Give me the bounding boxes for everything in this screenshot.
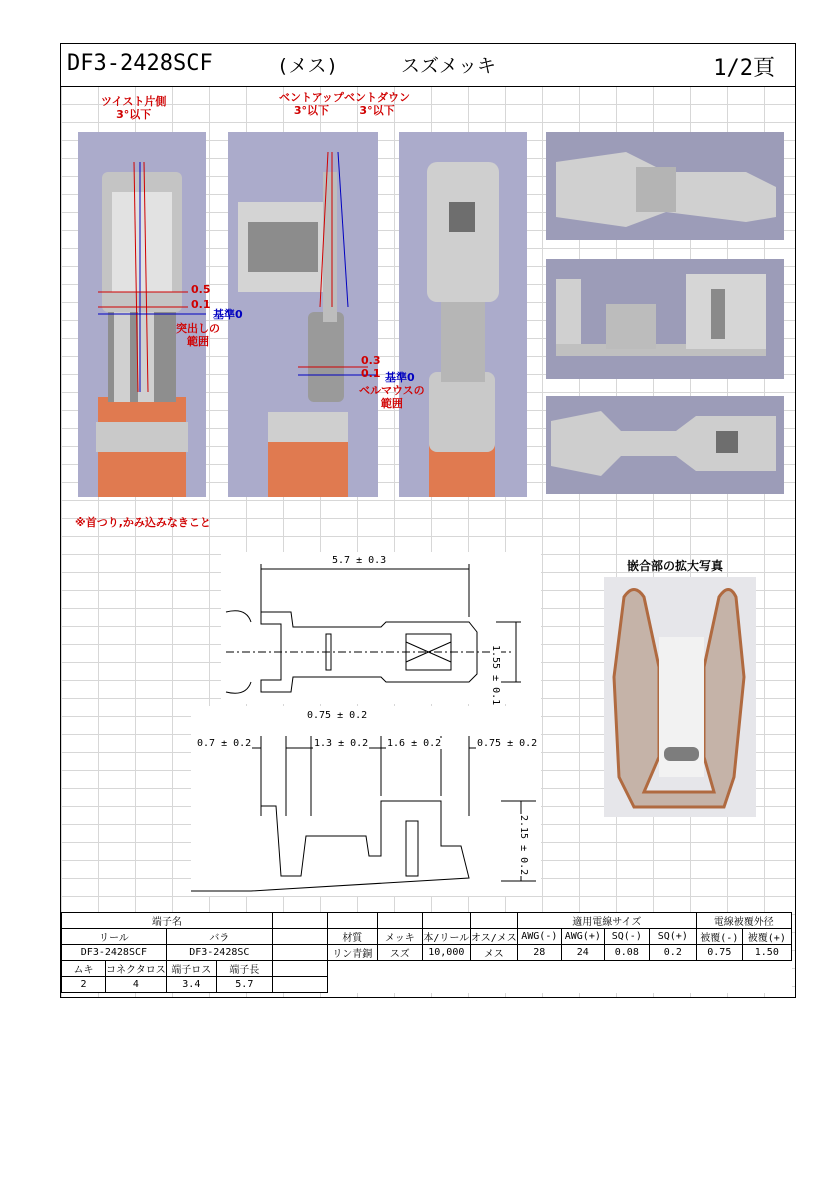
th-terminal-loss: 端子ロス xyxy=(166,961,216,977)
photo-top-view xyxy=(399,132,527,497)
th-connector-loss: コネクタロス xyxy=(106,961,167,977)
mating-zoom-image xyxy=(604,577,756,817)
header-bar xyxy=(61,44,795,87)
td-ins-min: 0.75 xyxy=(696,945,742,961)
td-awg-min: 28 xyxy=(517,945,561,961)
th-pcs-per-reel: 本/リール xyxy=(422,929,470,945)
th-awg-max: AWG(+) xyxy=(561,929,604,945)
drawing-side xyxy=(191,706,541,896)
td-terminal-loss: 3.4 xyxy=(166,977,216,993)
td-sq-max: 0.2 xyxy=(649,945,696,961)
dim-height: 2.15 ± 0.2 xyxy=(518,815,529,876)
td-plating: スズ xyxy=(377,945,422,961)
crimped-terminal-front-image xyxy=(78,132,206,497)
page-number: 1/2頁 xyxy=(713,56,775,81)
datum-a-label: 基準0 xyxy=(213,308,243,321)
part-number: DF3-2428SCF xyxy=(67,51,213,76)
dim-width: 1.55 ± 0.1 xyxy=(490,645,501,706)
photo-zoom xyxy=(604,577,756,817)
empty-cell xyxy=(272,929,327,945)
th-plating: メッキ xyxy=(377,929,422,945)
dim-16: 1.6 ± 0.2 xyxy=(387,738,442,749)
th-terminal-length: 端子長 xyxy=(216,961,272,977)
th-ins-min: 被覆(-) xyxy=(696,929,742,945)
photo-bend-view xyxy=(228,132,378,497)
bellmouth-label xyxy=(359,384,425,410)
empty-cell xyxy=(272,961,327,977)
terminal-side-image xyxy=(546,259,784,379)
datum-b-label: 基準0 xyxy=(385,371,415,384)
dim-length-total: 5.7 ± 0.3 xyxy=(332,555,387,566)
protrusion-range-label xyxy=(176,322,220,348)
plating-type: スズメッキ xyxy=(401,55,497,77)
photo-side-view xyxy=(546,259,784,379)
empty-cell xyxy=(327,977,791,993)
empty-cell xyxy=(377,913,422,929)
dim-13: 1.3 ± 0.2 xyxy=(314,738,369,749)
empty-cell xyxy=(422,913,470,929)
twist-limit-text: 3°以下 xyxy=(116,108,152,121)
td-awg-max: 24 xyxy=(561,945,604,961)
photo-twist-view xyxy=(78,132,206,497)
th-sq-max: SQ(+) xyxy=(649,929,696,945)
th-material: 材質 xyxy=(327,929,377,945)
drawing-top xyxy=(221,552,541,704)
empty-cell xyxy=(272,913,327,929)
td-bulk-value: DF3-2428SC xyxy=(166,945,272,961)
th-male-female: オス/メス xyxy=(470,929,517,945)
bend-down-limit-text: 3°以下 xyxy=(359,104,395,117)
protrusion-range-text-2: 範囲 xyxy=(187,335,209,348)
dim-01b-label: 0.1 xyxy=(361,367,381,380)
td-sq-min: 0.08 xyxy=(604,945,649,961)
dim-075-top: 0.75 ± 0.2 xyxy=(307,710,368,721)
td-pcs: 10,000 xyxy=(422,945,470,961)
empty-cell xyxy=(272,945,327,961)
photo-iso-view xyxy=(546,132,784,240)
table-row xyxy=(62,945,792,961)
terminal-type: (メス) xyxy=(277,55,338,77)
th-wire-size: 適用電線サイズ xyxy=(517,913,696,929)
dim-075-right: 0.75 ± 0.2 xyxy=(477,738,538,749)
side-view-drawing xyxy=(191,706,541,896)
th-sq-min: SQ(-) xyxy=(604,929,649,945)
bend-down-label xyxy=(344,91,410,117)
table-row xyxy=(62,977,792,993)
terminal-iso-image xyxy=(546,132,784,240)
dim-05-label: 0.5 xyxy=(191,283,211,296)
th-terminal-name: 端子名 xyxy=(62,913,273,929)
td-strip: 2 xyxy=(62,977,106,993)
dim-03-label: 0.3 xyxy=(361,354,381,367)
bend-up-label xyxy=(279,91,344,117)
bend-up-label-text: ベントアップ xyxy=(279,91,344,104)
specification-sheet xyxy=(60,43,796,998)
dim-07: 0.7 ± 0.2 xyxy=(197,738,252,749)
td-connector-loss: 4 xyxy=(106,977,167,993)
twist-label xyxy=(101,95,166,121)
bellmouth-text-1: ベルマウスの xyxy=(359,384,425,397)
twist-label-text: ツイスト片側 xyxy=(101,95,167,108)
th-strip: ムキ xyxy=(62,961,106,977)
photo-bottom-view xyxy=(546,396,784,494)
crimped-terminal-side-image xyxy=(228,132,378,497)
empty-cell xyxy=(470,913,517,929)
terminal-bottom-image xyxy=(546,396,784,494)
td-male-female: メス xyxy=(470,945,517,961)
td-ins-max: 1.50 xyxy=(742,945,791,961)
terminal-top-image xyxy=(399,132,527,497)
bend-up-limit-text: 3°以下 xyxy=(293,104,330,117)
th-reel: リール xyxy=(62,929,167,945)
table-row xyxy=(62,929,792,945)
table-row xyxy=(62,961,792,977)
empty-cell xyxy=(327,913,377,929)
spec-table xyxy=(61,912,792,993)
th-bulk: バラ xyxy=(166,929,272,945)
inspection-note: ※首つり,かみ込みなきこと xyxy=(75,516,211,529)
empty-cell xyxy=(327,961,791,977)
td-terminal-length: 5.7 xyxy=(216,977,272,993)
zoom-photo-title: 嵌合部の拡大写真 xyxy=(627,559,724,573)
bend-down-label-text: ベントダウン xyxy=(344,91,410,104)
bellmouth-text-2: 範囲 xyxy=(380,397,403,410)
th-insulation: 電線被覆外径 xyxy=(696,913,791,929)
td-material: リン青銅 xyxy=(327,945,377,961)
dim-01a-label: 0.1 xyxy=(191,298,211,311)
th-ins-max: 被覆(+) xyxy=(742,929,791,945)
th-awg-min: AWG(-) xyxy=(517,929,561,945)
empty-cell xyxy=(272,977,327,993)
protrusion-range-text-1: 突出しの xyxy=(176,322,220,335)
td-reel-value: DF3-2428SCF xyxy=(62,945,167,961)
table-row xyxy=(62,913,792,929)
